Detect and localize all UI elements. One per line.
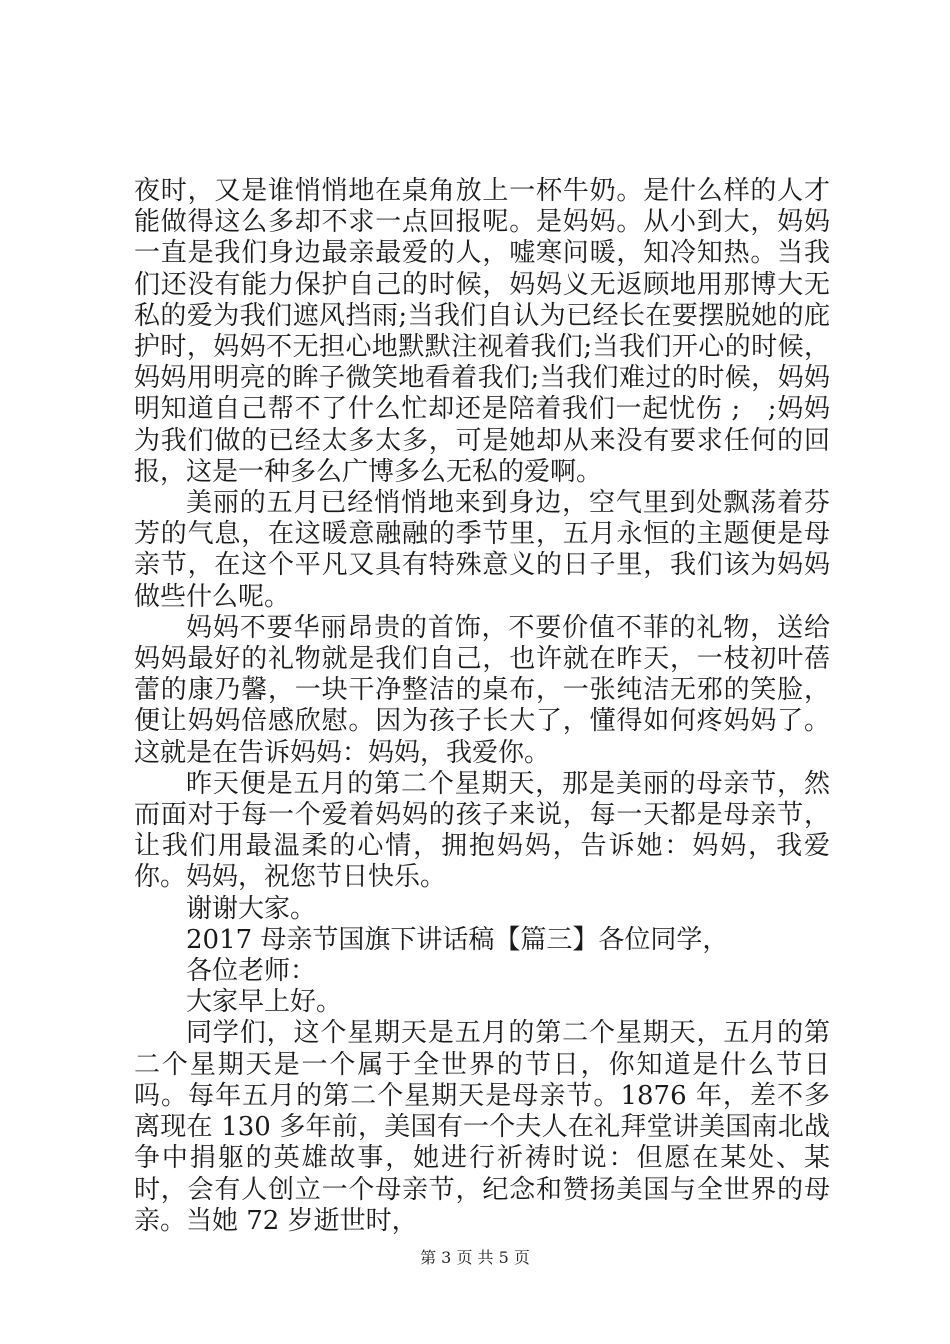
- greeting: 大家早上好。: [186, 987, 343, 1018]
- paragraph-5: 同学们，这个星期天是五月的第二个星期天，五月的第二个星期天是一个属于全世界的节日，你知道是什么节日吗。每年五月的第二个星期天是母亲节。1876 年，差不多离现在 130 多年前，美国有一个夫人在礼拜堂讲美国南北战争中捐躯的英雄故事，她进行祈祷时说：但愿在某处、某时，会有人创立一个母亲节，纪念和赞扬美国与全世界的母亲。当她 72 岁逝世时，: [134, 1018, 830, 1236]
- section-heading: 2017 母亲节国旗下讲话稿【篇三】各位同学，: [186, 924, 729, 955]
- document-body: [134, 176, 830, 1237]
- salutation: 各位老师：: [186, 956, 317, 987]
- page-footer: 第 3 页 共 5 页: [420, 1248, 530, 1267]
- paragraph-1: 夜时，又是谁悄悄地在桌角放上一杯牛奶。是什么样的人才能做得这么多却不求一点回报呢。是妈妈。从小到大，妈妈一直是我们身边最亲最爱的人，嘘寒问暖，知冷知热。当我们还没有能力保护自己的时候，妈妈义无返顾地用那博大无私的爱为我们遮风挡雨;当我们自认为已经长在要摆脱她的庇护时，妈妈不无担心地默默注视着我们;当我们开心的时候，妈妈用明亮的眸子微笑地看着我们;当我们难过的时候，妈妈明知道自己帮不了什么忙却还是陪着我们一起忧伤 ; ;妈妈为我们做的已经太多太多，可是她却从来没有要求任何的回报，这是一种多么广博多么无私的爱啊。: [134, 176, 830, 487]
- paragraph-3: 妈妈不要华丽昂贵的首饰，不要价值不菲的礼物，送给妈妈最好的礼物就是我们自己，也许就在昨天，一枝初叶蓓蕾的康乃馨，一块干净整洁的桌布，一张纯洁无邪的笑脸，便让妈妈倍感欣慰。因为孩子长大了，懂得如何疼妈妈了。这就是在告诉妈妈：妈妈，我爱你。: [134, 612, 830, 768]
- paragraph-thanks: 谢谢大家。: [186, 893, 317, 924]
- paragraph-4: 昨天便是五月的第二个星期天，那是美丽的母亲节，然而面对于每一个爱着妈妈的孩子来说，每一天都是母亲节，让我们用最温柔的心情，拥抱妈妈，告诉她：妈妈，我爱你。妈妈，祝您节日快乐。: [134, 768, 830, 893]
- paragraph-2: 美丽的五月已经悄悄地来到身边，空气里到处飘荡着芬芳的气息，在这暖意融融的季节里，五月永恒的主题便是母亲节，在这个平凡又具有特殊意义的日子里，我们该为妈妈做些什么呢。: [134, 488, 830, 612]
